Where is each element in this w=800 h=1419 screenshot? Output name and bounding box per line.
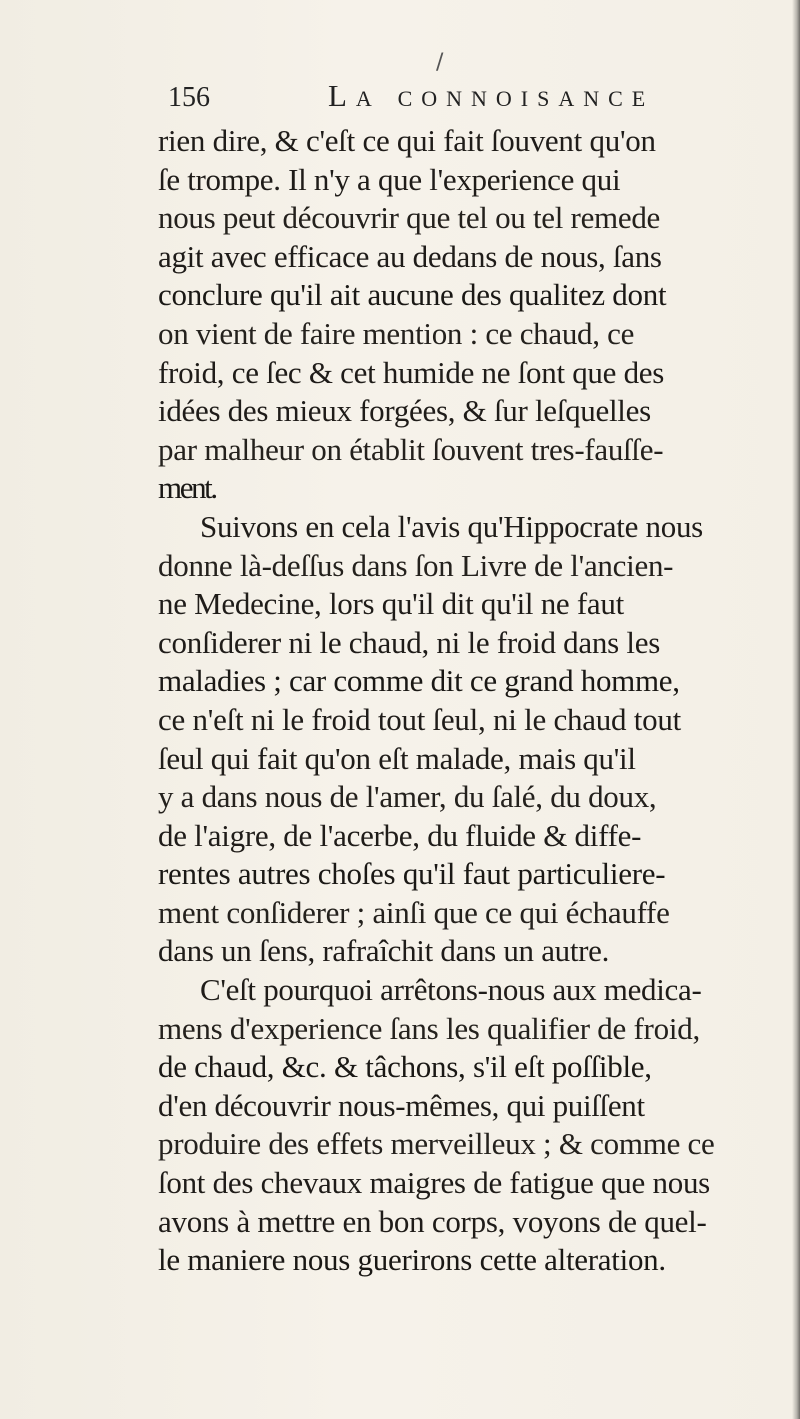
text-line: de l'aigre, de l'acerbe, du fluide & diffe- <box>158 817 642 853</box>
page-header <box>168 78 728 118</box>
body-text <box>158 122 798 1280</box>
text-line: ment conſiderer ; ainſi que ce qui échauffe <box>158 894 670 930</box>
text-line: agit avec efficace au dedans de nous, ſans <box>158 238 662 274</box>
text-line: conſiderer ni le chaud, ni le froid dans les <box>158 624 661 660</box>
text-line: conclure qu'il ait aucune des qualitez dont <box>158 277 667 313</box>
page-edge-shadow <box>792 0 800 1419</box>
text-line: rentes autres choſes qu'il faut particuliere- <box>158 856 666 892</box>
text-line: produire des effets merveilleux ; & comme ce <box>158 1126 715 1162</box>
text-line: ſont des chevaux maigres de fatigue que nous <box>158 1165 710 1201</box>
text-line: ment. <box>158 470 216 506</box>
text-line: dans un ſens, rafraîchit dans un autre. <box>158 933 610 969</box>
page-number: 156 <box>168 82 210 113</box>
stray-ink-mark: / <box>436 50 444 75</box>
text-line: mens d'experience ſans les qualifier de froid, <box>158 1010 700 1046</box>
text-line: le maniere nous guerirons cette alteration. <box>158 1242 666 1278</box>
text-line: froid, ce ſec & cet humide ne ſont que des <box>158 354 665 390</box>
text-line: y a dans nous de l'amer, du ſalé, du doux, <box>158 779 657 815</box>
text-line: donne là-deſſus dans ſon Livre de l'ancien- <box>158 547 674 583</box>
text-line: par malheur on établit ſouvent tres-fauſſe- <box>158 431 664 467</box>
text-line: ne Medecine, lors qu'il dit qu'il ne faut <box>158 586 624 622</box>
text-line: rien dire, & c'eſt ce qui fait ſouvent qu'on <box>158 123 656 158</box>
text-line: ſe trompe. Il n'y a que l'experience qui <box>158 161 621 197</box>
text-line: on vient de faire mention : ce chaud, ce <box>158 315 635 351</box>
text-line: d'en découvrir nous-mêmes, qui puiſſent <box>158 1087 645 1123</box>
text-line: nous peut découvrir que tel ou tel remede <box>158 200 661 236</box>
text-line: idées des mieux forgées, & ſur leſquelles <box>158 393 651 429</box>
text-line: avons à mettre en bon corps, voyons de quel- <box>158 1203 707 1239</box>
text-line: Suivons en cela l'avis qu'Hippocrate nous <box>200 508 703 544</box>
text-line: C'eſt pourquoi arrêtons-nous aux medica- <box>200 972 702 1008</box>
text-line: ſeul qui fait qu'on eſt malade, mais qu'il <box>158 740 636 776</box>
running-head: La connoisance <box>328 78 655 113</box>
text-line: de chaud, &c. & tâchons, s'il eſt poſſible, <box>158 1049 652 1085</box>
text-line: maladies ; car comme dit ce grand homme, <box>158 663 680 699</box>
text-line: ce n'eſt ni le froid tout ſeul, ni le chaud tout <box>158 701 682 737</box>
